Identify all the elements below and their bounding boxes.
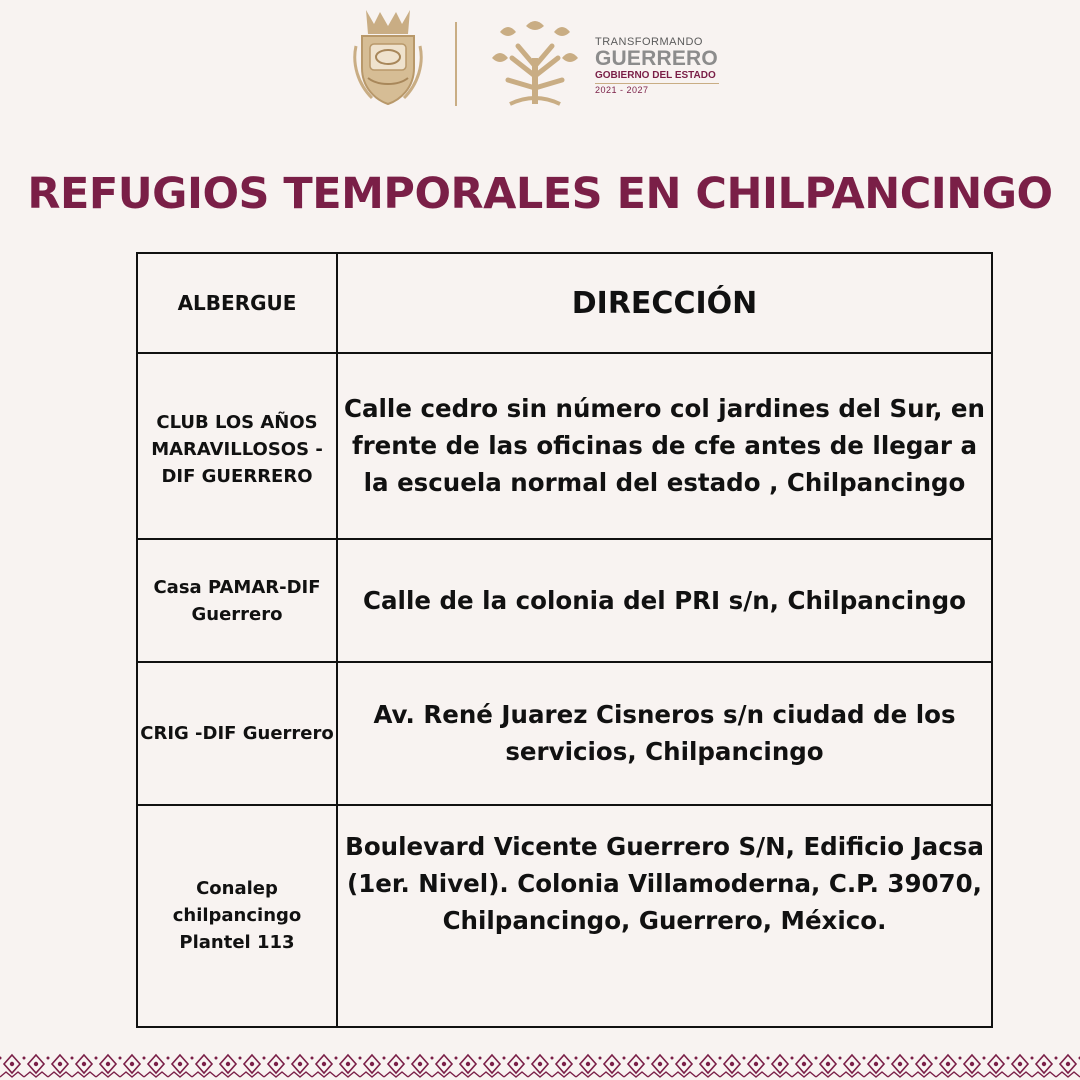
- table-row: [137, 805, 992, 1027]
- column-header-albergue: ALBERGUE: [137, 253, 337, 353]
- shelter-name: CRIG -DIF Guerrero: [137, 662, 337, 804]
- header: [0, 0, 1080, 120]
- shelters-table: [136, 252, 993, 1028]
- page-title: REFUGIOS TEMPORALES EN CHILPANCINGO: [27, 169, 1053, 219]
- shelter-name: Casa PAMAR-DIF Guerrero: [137, 539, 337, 662]
- table-row: [137, 662, 992, 804]
- table-row: [137, 539, 992, 662]
- table-header-row: [137, 253, 992, 353]
- brand-main-text: GUERRERO: [595, 47, 718, 70]
- brand-years-text: 2021 - 2027: [595, 85, 649, 95]
- shelter-name: Conalep chilpancingo Plantel 113: [137, 805, 337, 1027]
- brand-block: [595, 36, 735, 96]
- shelter-address: Boulevard Vicente Guerrero S/N, Edificio Jacsa (1er. Nivel). Colonia Villamoderna, C.P. 39070, Chilpancingo, Guerrero, México.: [337, 805, 992, 1027]
- table-row: [137, 353, 992, 539]
- decorative-border-pattern: [0, 1052, 1080, 1080]
- shelter-name: CLUB LOS AÑOS MARAVILLOSOS - DIF GUERRERO: [137, 353, 337, 539]
- shelter-address: Av. René Juarez Cisneros s/n ciudad de los servicios, Chilpancingo: [337, 662, 992, 804]
- shelter-address: Calle cedro sin número col jardines del Sur, en frente de las oficinas de cfe antes de llegar a la escuela normal del estado , Chilpancingo: [337, 353, 992, 539]
- brand-sub-text: GOBIERNO DEL ESTADO: [595, 70, 719, 84]
- brand-top-text: TRANSFORMANDO: [595, 36, 703, 48]
- column-header-direccion: DIRECCIÓN: [337, 253, 992, 353]
- header-divider: [455, 22, 457, 106]
- shelter-address: Calle de la colonia del PRI s/n, Chilpancingo: [337, 539, 992, 662]
- coat-of-arms-icon: [352, 6, 424, 106]
- tree-logo-icon: [490, 18, 580, 106]
